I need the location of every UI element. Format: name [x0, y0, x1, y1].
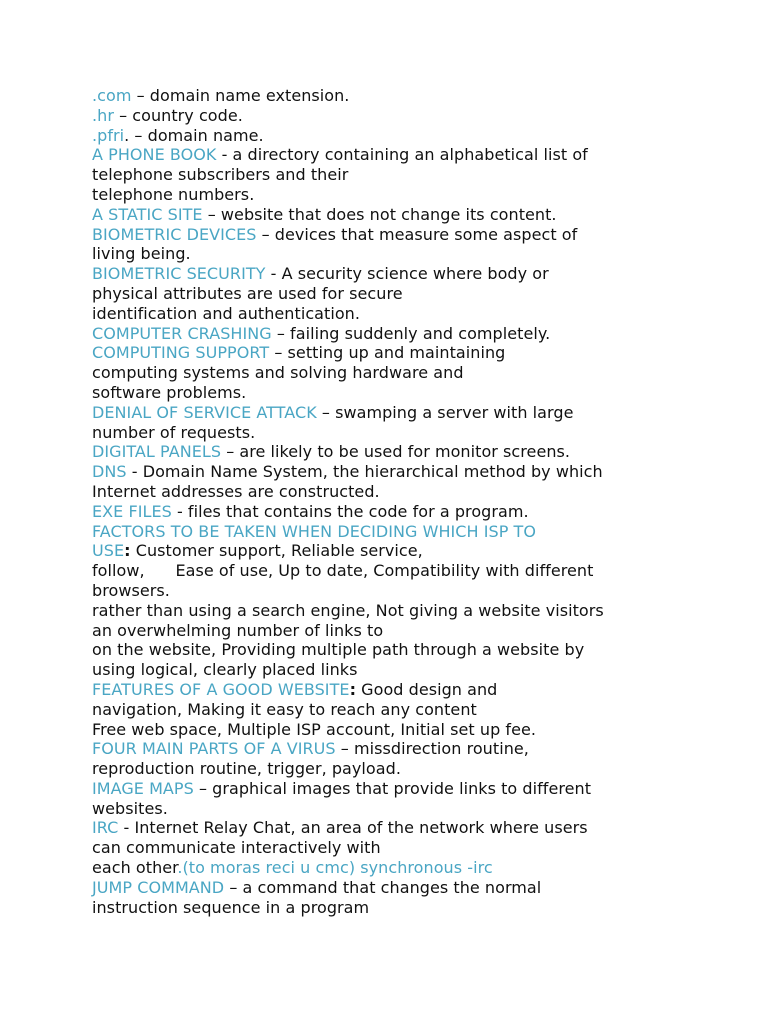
text-line — [92, 581, 768, 601]
definition-text: – website that does not change its content. — [202, 204, 557, 224]
definition-text: - Internet Relay Chat, an area of the network where users — [118, 818, 588, 838]
text-line — [92, 442, 768, 462]
glossary-term: USE — [92, 541, 125, 561]
text-line — [92, 759, 768, 779]
glossary-term: .hr — [92, 105, 114, 125]
text-line — [92, 720, 768, 740]
definition-text: an overwhelming number of links to — [92, 620, 384, 640]
definition-text: telephone subscribers and their — [92, 165, 349, 185]
definition-text: – devices that measure some aspect of — [256, 224, 578, 244]
definition-text: - a directory containing an alphabetical list of — [216, 145, 588, 165]
text-line — [92, 818, 768, 838]
definition-text: – country code. — [113, 105, 243, 125]
text-line — [92, 858, 768, 878]
definition-text: Internet addresses are constructed. — [92, 481, 380, 501]
glossary-term: FOUR MAIN PARTS OF A VIRUS — [92, 739, 336, 759]
text-line — [92, 541, 768, 561]
definition-text: rather than using a search engine, Not giving a website visitors — [92, 600, 604, 620]
definition-text: Customer support, Reliable service, — [130, 541, 423, 561]
text-line — [92, 86, 768, 106]
definition-text: number of requests. — [92, 422, 256, 442]
definition-text: living being. — [92, 244, 191, 264]
text-line — [92, 799, 768, 819]
definition-text: on the website, Providing multiple path through a website by — [92, 640, 585, 660]
glossary-term: BIOMETRIC SECURITY — [92, 264, 266, 284]
separator-colon: : — [349, 679, 357, 699]
definition-text: Good design and — [356, 679, 498, 699]
text-line — [92, 205, 768, 225]
definition-text: reproduction routine, trigger, payload. — [92, 759, 401, 779]
definition-text: Free web space, Multiple ISP account, Initial set up fee. — [92, 719, 537, 739]
text-line — [92, 779, 768, 799]
text-line — [92, 502, 768, 522]
definition-text: - Domain Name System, the hierarchical method by which — [126, 462, 603, 482]
text-line — [92, 700, 768, 720]
text-line — [92, 621, 768, 641]
definition-text: – missdirection routine, — [335, 739, 529, 759]
glossary-term: EXE FILES — [92, 501, 172, 521]
glossary-term: COMPUTING SUPPORT — [92, 343, 270, 363]
definition-text: – graphical images that provide links to different — [193, 778, 592, 798]
text-line — [92, 403, 768, 423]
text-line — [92, 244, 768, 264]
text-line — [92, 225, 768, 245]
text-line — [92, 640, 768, 660]
glossary-term: FACTORS TO BE TAKEN WHEN DECIDING WHICH ISP TO — [92, 521, 537, 541]
text-line — [92, 383, 768, 403]
glossary-term: IRC — [92, 818, 119, 838]
definition-text: computing systems and solving hardware and — [92, 363, 464, 383]
definition-text: identification and authentication. — [92, 303, 361, 323]
definition-text: – domain name extension. — [131, 86, 350, 105]
definition-text: browsers. — [92, 580, 170, 600]
definition-text: - files that contains the code for a program. — [171, 501, 529, 521]
text-line — [92, 739, 768, 759]
text-line — [92, 363, 768, 383]
definition-text: – a command that changes the normal — [224, 877, 542, 897]
definition-text: - A security science where body or — [265, 264, 549, 284]
definition-text: telephone numbers. — [92, 184, 255, 204]
glossary-text — [92, 86, 768, 917]
glossary-term: .com — [92, 86, 132, 105]
text-line — [92, 106, 768, 126]
definition-text: physical attributes are used for secure — [92, 283, 403, 303]
definition-text: follow, Ease of use, Up to date, Compatibility with different — [92, 561, 594, 581]
glossary-term: DNS — [92, 462, 127, 482]
definition-text: – swamping a server with large — [316, 402, 574, 422]
separator-colon: : — [124, 541, 131, 561]
text-line — [92, 284, 768, 304]
text-line — [92, 185, 768, 205]
text-line — [92, 878, 768, 898]
glossary-term: IMAGE MAPS — [92, 778, 194, 798]
glossary-term: BIOMETRIC DEVICES — [92, 224, 257, 244]
glossary-term: COMPUTER CRASHING — [92, 323, 272, 343]
text-line — [92, 601, 768, 621]
text-line — [92, 522, 768, 542]
definition-text: – setting up and maintaining — [269, 343, 506, 363]
text-line — [92, 660, 768, 680]
glossary-term: JUMP COMMAND — [92, 877, 225, 897]
definition-text: navigation, Making it easy to reach any content — [92, 699, 477, 719]
definition-text: instruction sequence in a program — [92, 897, 370, 917]
glossary-term: DENIAL OF SERVICE ATTACK — [92, 402, 317, 422]
text-line — [92, 680, 768, 700]
glossary-term: A PHONE BOOK — [92, 145, 217, 165]
text-line — [92, 462, 768, 482]
glossary-term: DIGITAL PANELS — [92, 442, 222, 462]
definition-text: websites. — [92, 798, 168, 818]
text-line — [92, 343, 768, 363]
text-line — [92, 324, 768, 344]
definition-text: using logical, clearly placed links — [92, 660, 358, 680]
definition-text: each other — [92, 858, 178, 878]
text-line — [92, 898, 768, 918]
definition-text: – failing suddenly and completely. — [271, 323, 551, 343]
glossary-term: .pfri — [92, 125, 125, 145]
text-line — [92, 482, 768, 502]
glossary-term: A STATIC SITE — [92, 204, 203, 224]
definition-text: – are likely to be used for monitor screens. — [221, 442, 571, 462]
text-line — [92, 145, 768, 165]
glossary-term: FEATURES OF A GOOD WEBSITE — [92, 679, 350, 699]
text-line — [92, 165, 768, 185]
text-line — [92, 126, 768, 146]
text-line — [92, 838, 768, 858]
definition-text: software problems. — [92, 382, 247, 402]
text-line — [92, 304, 768, 324]
text-line — [92, 264, 768, 284]
definition-text: . – domain name. — [124, 125, 264, 145]
glossary-term: .(to moras reci u cmc) synchronous -irc — [177, 858, 493, 878]
definition-text: can communicate interactively with — [92, 838, 381, 858]
text-line — [92, 423, 768, 443]
text-line — [92, 561, 768, 581]
